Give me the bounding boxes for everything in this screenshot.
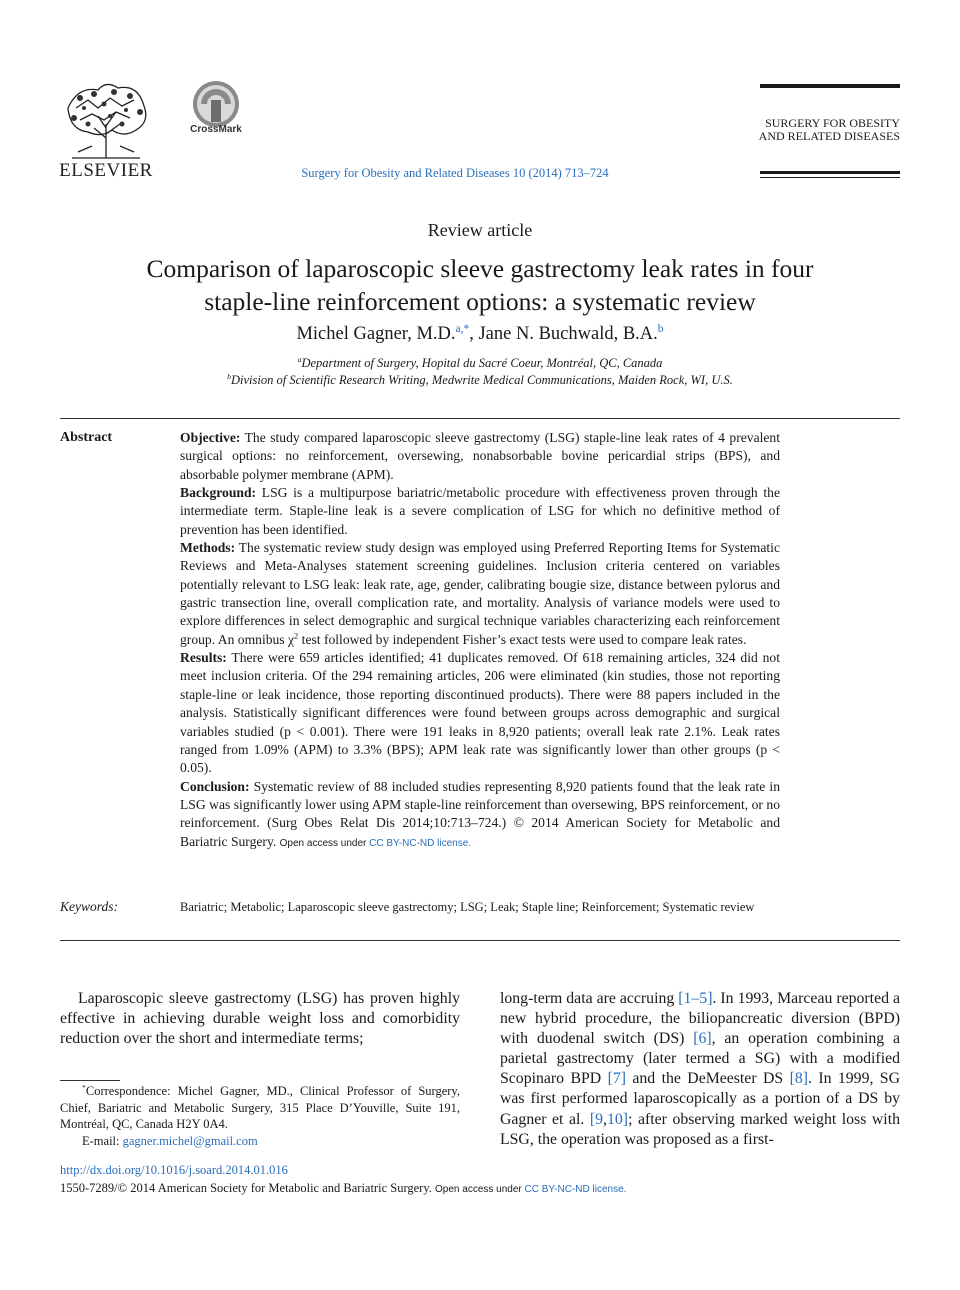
body-text: . In 1999, SG was first performed laparoscopically as a portion of a DS by Gagner et al.	[500, 1070, 901, 1128]
affiliation-marker: a	[297, 354, 302, 364]
reference-link[interactable]: [1–5]	[678, 990, 713, 1007]
abstract-background	[180, 484, 780, 539]
license-link[interactable]: CC BY-NC-ND license.	[524, 1184, 627, 1195]
body-paragraph	[500, 989, 900, 1150]
body-text: and the DeMeester DS	[626, 1070, 790, 1088]
doi-link[interactable]: http://dx.doi.org/10.1016/j.soard.2014.01.016	[60, 1163, 288, 1177]
body-text: long-term data are accruing	[500, 990, 679, 1007]
journal-header-rule	[760, 171, 900, 174]
open-access-note: Open access under	[279, 837, 370, 849]
crossmark-label: CrossMark	[190, 124, 242, 135]
license-link[interactable]: CC BY-NC-ND license.	[369, 837, 472, 849]
body-text: , an operation combining a parietal gastrectomy (later termed a SG) with a modified Scopinaro BPD	[500, 1030, 900, 1088]
email-link[interactable]: gagner.michel@gmail.com	[122, 1133, 258, 1148]
reference-link[interactable]: [8]	[789, 1070, 808, 1088]
superscript: 2	[294, 630, 299, 641]
section-label: Conclusion:	[180, 778, 250, 794]
section-text: The study compared laparoscopic sleeve gastrectomy (LSG) staple-line leak rates of 4 prevalent surgical options: no reinforcement, oversewing, nonabsorbable bovine pericardial strips (BPS), and absorbable polymer membrane (APM).	[180, 430, 780, 482]
abstract-methods	[180, 539, 780, 649]
title-line: staple-line reinforcement options: a systematic review	[204, 287, 756, 316]
divider	[60, 418, 900, 419]
section-text: There were 659 articles identified; 41 duplicates removed. Of 618 remaining articles, 324 did not meet inclusion criteria. Of the 294 remaining articles, 206 were eliminated (kin studies, those not reporting staple-line or leak incidence, those reporting discontinued products). There were 88 papers included in the analysis. Statistically significant differences were found between groups across demographic and surgical variables studied (p < 0.001). There were 191 leaks in 8,920 patients; overall leak rate 2.1%. Leak rates ranged from 1.09% (APM) to 3.3% (BPS); APM leak rate was significantly lower than other groups (p < 0.05).	[180, 650, 780, 776]
section-label: Methods:	[180, 540, 236, 556]
section-text: test followed by independent Fisher’s exact tests were used to compare leak rates.	[298, 631, 747, 647]
body-text: ; after observing marked weight loss with LSG, the operation was proposed as a first-	[500, 1110, 900, 1148]
divider	[60, 940, 900, 941]
section-text: Systematic review of 88 included studies representing 8,920 patients found that the leak rate in LSG was significantly lower using APM staple-line reinforcement than oversewing, BPS reinforcement, or no reinforcement. (Surg Obes Relat Dis 2014;10:713–724.) © 2014 American Society for Metabolic and Bariatric Surgery.	[180, 778, 780, 849]
author-name: Michel Gagner, M.D.	[296, 324, 456, 344]
reference-link[interactable]: [7]	[607, 1070, 626, 1088]
abstract-objective	[180, 429, 780, 484]
author-list	[0, 324, 960, 345]
reference-link[interactable]: 10	[607, 1110, 623, 1128]
affiliation-text: Department of Surgery, Hopital du Sacré Coeur, Montréal, QC, Canada	[301, 356, 663, 370]
reference-bracket: [	[589, 1110, 596, 1128]
affiliation-marker[interactable]: a,*	[455, 322, 470, 335]
abstract-heading: Abstract	[60, 430, 113, 445]
journal-header-rule	[760, 84, 900, 88]
email-line	[60, 1133, 460, 1150]
correspondence-footnote	[60, 1083, 460, 1149]
author-separator: ,	[469, 324, 479, 344]
reference-link[interactable]: 9	[595, 1110, 604, 1128]
footnote-rule	[60, 1080, 120, 1081]
article-type: Review article	[427, 220, 533, 240]
body-column-left	[60, 989, 460, 1049]
affiliation-text: Division of Scientific Research Writing, Medwrite Medical Communications, Maiden Rock, WI, U.S.	[231, 373, 733, 387]
keywords-heading: Keywords:	[60, 899, 118, 914]
abstract-conclusion	[180, 778, 780, 853]
reference-link[interactable]: [6]	[693, 1030, 712, 1048]
journal-name	[740, 117, 900, 143]
journal-header-rule	[760, 177, 900, 178]
abstract-body	[180, 429, 780, 853]
body-text: . In 1993, Marceau reported a new hybrid procedure, the biliopancreatic diversion (BPD) with duodenal switch (DS)	[500, 990, 900, 1048]
email-label: E-mail:	[82, 1133, 123, 1148]
journal-name-line2: AND RELATED DISEASES	[758, 129, 900, 143]
author-name: Jane N. Buchwald, B.A.	[478, 324, 658, 344]
section-label: Background:	[180, 485, 257, 501]
affiliation	[0, 373, 960, 388]
article-title	[60, 252, 900, 318]
journal-name-line1: SURGERY FOR OBESITY	[765, 116, 900, 130]
journal-citation-link[interactable]: Surgery for Obesity and Related Diseases 10 (2014) 713–724	[301, 166, 609, 180]
open-access-note: Open access under	[435, 1184, 525, 1195]
affiliation-marker: b	[227, 371, 231, 381]
copyright-text: 1550-7289/© 2014 American Society for Metabolic and Bariatric Surgery.	[60, 1181, 436, 1195]
publisher-wordmark: ELSEVIER	[59, 160, 153, 181]
section-text: The systematic review study design was employed using Preferred Reporting Items for Systematic Reviews and Meta-Analyses statement screening guidelines. Inclusion criteria centered on variables potentially relevant to LSG leak: leak rate, age, gender, calibrating bougie size, distance between pylorus and gastric transection line, overall complication rate, and mortality. Analysis of variance models were used to explore differences in select demographic and surgical technique variables characterizing each reinforcement group. An omnibus χ	[180, 540, 780, 647]
affiliation-marker[interactable]: b	[657, 322, 664, 335]
footnote-marker: *	[82, 1082, 86, 1092]
correspondence-address: Correspondence: Michel Gagner, MD., Clinical Professor of Surgery, Chief, Bariatric and Metabolic Surgery, 315 Place D’Youville, Suite 191, Montréal, QC, Canada H2Y 0A4.	[60, 1084, 460, 1131]
body-column-right	[500, 989, 900, 1150]
section-label: Objective:	[180, 430, 241, 445]
abstract-results	[180, 649, 780, 777]
reference-separator: ,	[603, 1110, 607, 1128]
body-paragraph: Laparoscopic sleeve gastrectomy (LSG) has proven highly effective in achieving durable weight loss and comorbidity reduction over the short and intermediate terms;	[60, 990, 460, 1048]
correspondence-text	[60, 1083, 460, 1133]
section-text: LSG is a multipurpose bariatric/metabolic procedure with effectiveness proven through the intermediate term. Staple-line leak is a severe complication of LSG for which no definitive method of prevention has been identified.	[180, 485, 780, 537]
issn-copyright	[60, 1181, 626, 1196]
affiliation	[0, 356, 960, 371]
keywords-list: Bariatric; Metabolic; Laparoscopic sleeve gastrectomy; LSG; Leak; Staple line; Reinforcement; Systematic review	[180, 900, 755, 914]
reference-bracket: ]	[622, 1110, 629, 1128]
section-label: Results:	[180, 650, 227, 666]
title-line: Comparison of laparoscopic sleeve gastrectomy leak rates in four	[146, 254, 814, 283]
